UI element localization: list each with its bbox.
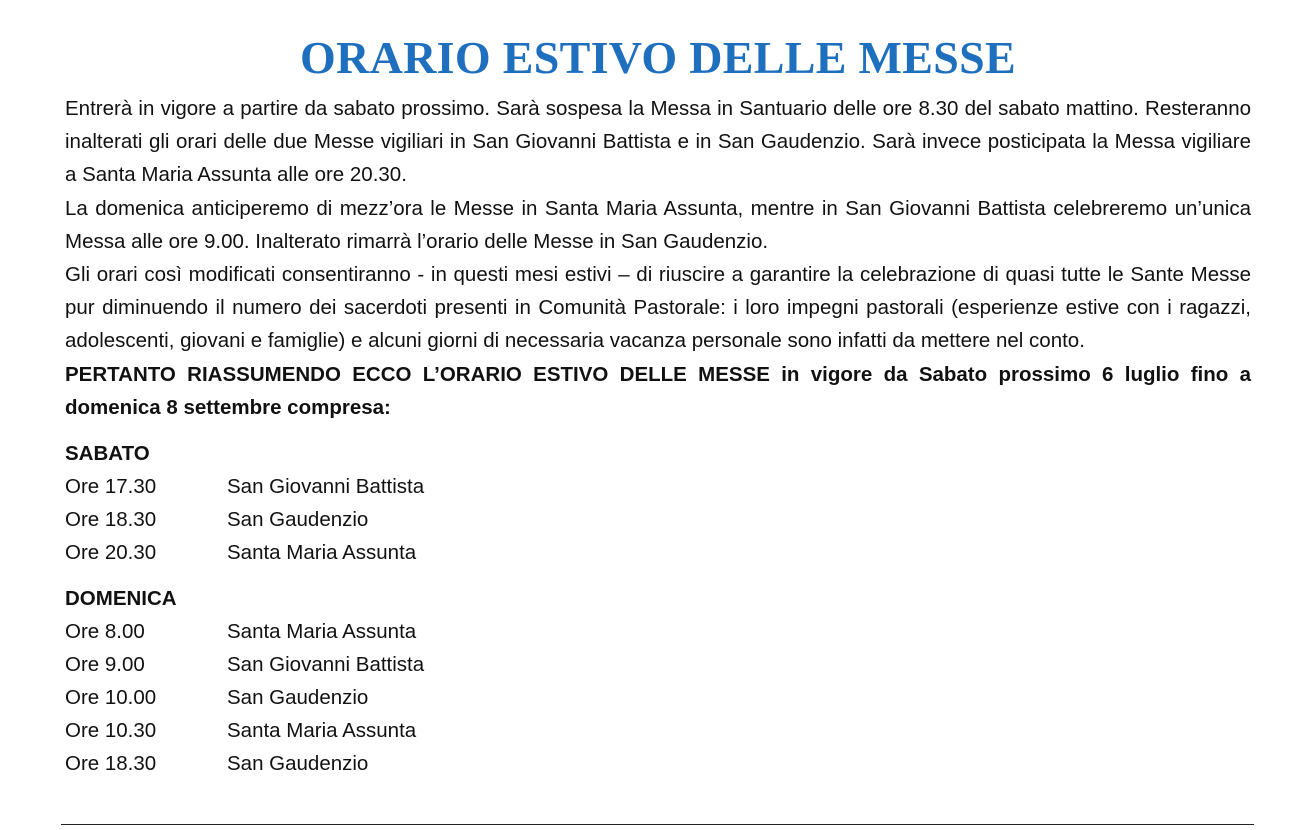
mass-church: Santa Maria Assunta (227, 719, 417, 743)
summary-statement: PERTANTO RIASSUMENDO ECCO L’ORARIO ESTIVO DELLE MESSE in vigore da Sabato prossimo 6 luglio fino a domenica 8 settembre compresa: (65, 362, 1251, 419)
mass-church: San Giovanni Battista (227, 475, 425, 499)
mass-church: Santa Maria Assunta (227, 620, 417, 644)
document-page (65, 0, 1251, 780)
schedule-row (65, 536, 1251, 569)
bottom-divider (61, 824, 1254, 825)
mass-time: Ore 17.30 (65, 475, 157, 499)
schedule-row (65, 648, 1251, 681)
mass-time: Ore 20.30 (65, 541, 157, 565)
schedule-row (65, 615, 1251, 648)
page-title: ORARIO ESTIVO DELLE MESSE (300, 32, 1016, 83)
mass-church: San Gaudenzio (227, 752, 369, 776)
section-heading-sunday: DOMENICA (65, 587, 177, 611)
paragraph-sunday-changes: La domenica anticiperemo di mezz’ora le Messe in Santa Maria Assunta, mentre in San Giovanni Battista celebreremo un’unica Messa alle ore 9.00. Inalterato rimarrà l’orario delle Messe in San Gaudenzio. (65, 196, 1251, 253)
mass-time: Ore 10.30 (65, 719, 157, 743)
mass-church: San Giovanni Battista (227, 653, 425, 677)
schedule-row (65, 747, 1251, 780)
mass-church: San Gaudenzio (227, 508, 369, 532)
paragraph-saturday-changes: Entrerà in vigore a partire da sabato prossimo. Sarà sospesa la Messa in Santuario delle ore 8.30 del sabato mattino. Resteranno inalterati gli orari delle due Messe vigiliari in San Giovanni Battista e in San Gaudenzio. Sarà invece posticipata la Messa vigiliare a Santa Maria Assunta alle ore 20.30. (65, 97, 1251, 187)
mass-time: Ore 9.00 (65, 653, 145, 677)
schedule-row (65, 470, 1251, 503)
paragraph-reason: Gli orari così modificati consentiranno - in questi mesi estivi – di riuscire a garantire la celebrazione di quasi tutte le Sante Messe pur diminuendo il numero dei sacerdoti presenti in Comunità Pastorale: i loro impegni pastorali (esperienze estive con i ragazzi, adolescenti, giovani e famiglie) e alcuni giorni di necessaria vacanza personale sono infatti da mettere nel conto. (65, 263, 1251, 353)
schedule-row (65, 503, 1251, 536)
schedule-section-sunday (65, 582, 1251, 780)
mass-time: Ore 18.30 (65, 508, 157, 532)
section-heading-saturday: SABATO (65, 442, 150, 466)
mass-time: Ore 18.30 (65, 752, 157, 776)
schedule-section-saturday (65, 437, 1251, 569)
mass-time: Ore 10.00 (65, 686, 157, 710)
mass-church: San Gaudenzio (227, 686, 369, 710)
schedule-row (65, 714, 1251, 747)
schedule-row (65, 681, 1251, 714)
mass-time: Ore 8.00 (65, 620, 145, 644)
mass-church: Santa Maria Assunta (227, 541, 417, 565)
announcement-body (65, 92, 1251, 424)
